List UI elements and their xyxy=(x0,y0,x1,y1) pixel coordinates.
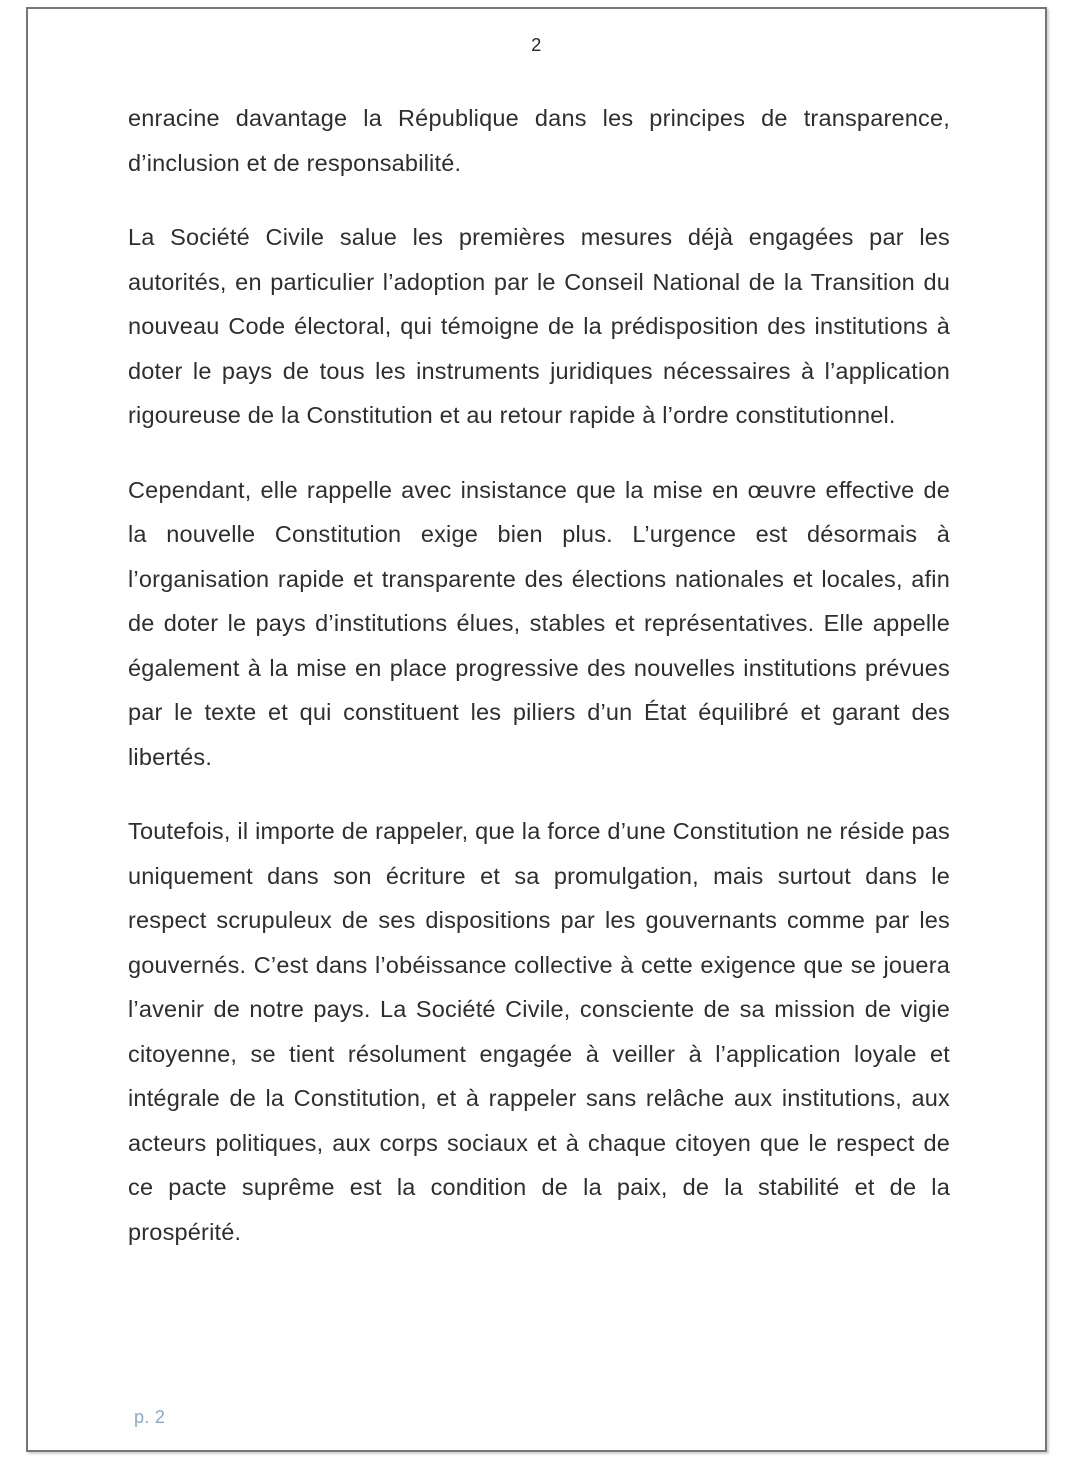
paragraph: Toutefois, il importe de rappeler, que la force d’une Constitution ne réside pas uniquement dans son écriture et sa promulgation, mais surtout dans le respect scrupuleux de ses dispositions par les gouvernants comme par les gouvernés. C’est dans l’obéissance collective à cette exigence que se jouera l’avenir de notre pays. La Société Civile, consciente de sa mission de vigie citoyenne, se tient résolument engagée à veiller à l’application loyale et intégrale de la Constitution, et à rappeler sans relâche aux institutions, aux acteurs politiques, aux corps sociaux et à chaque citoyen que le respect de ce pacte suprême est la condition de la paix, de la stabilité et de la prospérité. xyxy=(128,818,950,1245)
paragraph: enracine davantage la République dans les principes de transparence, d’inclusion et de responsabilité. xyxy=(128,105,950,176)
paragraph: Cependant, elle rappelle avec insistance que la mise en œuvre effective de la nouvelle Constitution exige bien plus. L’urgence est désormais à l’organisation rapide et transparente des élections nationales et locales, afin de doter le pays d’institutions élues, stables et représentatives. Elle appelle également à la mise en place progressive des nouvelles institutions prévues par le texte et qui constituent les piliers d’un État équilibré et garant des libertés. xyxy=(128,476,950,770)
document-page xyxy=(26,7,1047,1452)
paragraph: La Société Civile salue les premières mesures déjà engagées par les autorités, en particulier l’adoption par le Conseil National de la Transition du nouveau Code électoral, qui témoigne de la prédisposition des institutions à doter le pays de tous les instruments juridiques nécessaires à l’application rigoureuse de la Constitution et au retour rapide à l’ordre constitutionnel. xyxy=(128,224,950,428)
page-footer-label: p. 2 xyxy=(134,1407,166,1427)
document-body xyxy=(128,96,950,1254)
page-number-header: 2 xyxy=(531,35,542,55)
